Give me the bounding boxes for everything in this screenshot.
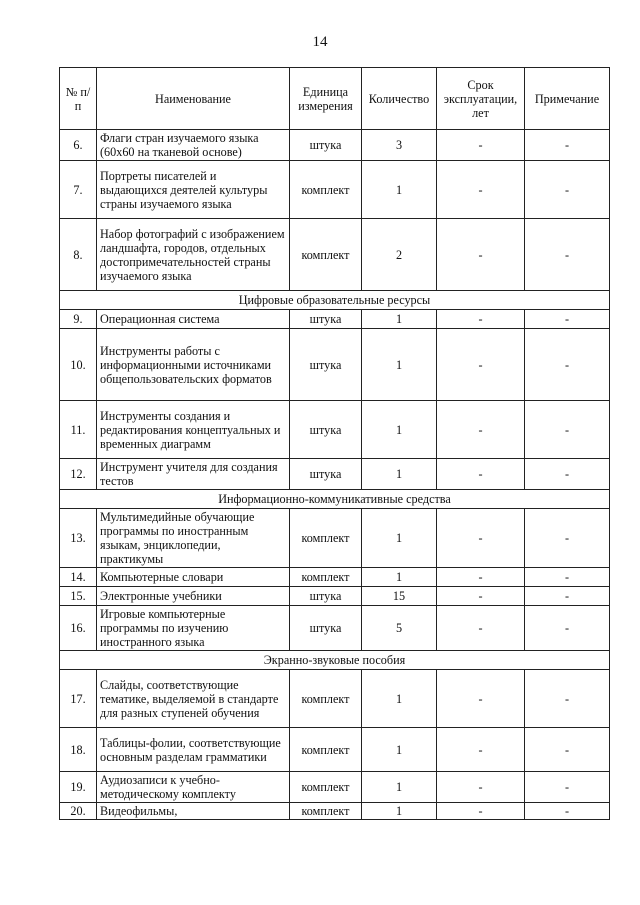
item-quantity: 3 [362,130,437,161]
item-unit: комплект [290,219,362,291]
row-number: 14. [60,568,97,587]
item-note: - [525,670,610,728]
item-name: Операционная система [97,310,290,329]
table-row [60,606,610,651]
item-unit: комплект [290,728,362,772]
header-unit: Единица измерения [290,68,362,130]
table-row [60,670,610,728]
item-name: Компьютерные словари [97,568,290,587]
row-number: 18. [60,728,97,772]
equipment-table [59,67,610,820]
header-term: Срок эксплуатации, лет [437,68,525,130]
table-row [60,130,610,161]
row-number: 7. [60,161,97,219]
item-name: Портреты писателей и выдающихся деятелей культуры страны изучаемого языка [97,161,290,219]
header-note: Примечание [525,68,610,130]
item-unit: комплект [290,772,362,803]
item-note: - [525,606,610,651]
item-term: - [437,568,525,587]
item-quantity: 1 [362,329,437,401]
table-row [60,219,610,291]
section-title: Цифровые образовательные ресурсы [60,291,610,310]
table-row [60,161,610,219]
row-number: 11. [60,401,97,459]
item-note: - [525,587,610,606]
table-row [60,568,610,587]
item-note: - [525,161,610,219]
item-term: - [437,161,525,219]
item-unit: комплект [290,670,362,728]
item-term: - [437,509,525,568]
table-row [60,509,610,568]
item-unit: штука [290,606,362,651]
item-name: Таблицы-фолии, соответствующие основным разделам грамматики [97,728,290,772]
table-row [60,329,610,401]
item-term: - [437,219,525,291]
item-term: - [437,401,525,459]
item-quantity: 1 [362,728,437,772]
row-number: 17. [60,670,97,728]
row-number: 15. [60,587,97,606]
row-number: 10. [60,329,97,401]
item-quantity: 1 [362,772,437,803]
item-note: - [525,459,610,490]
item-quantity: 15 [362,587,437,606]
table-row [60,310,610,329]
item-unit: штука [290,459,362,490]
item-term: - [437,772,525,803]
item-note: - [525,803,610,820]
item-name: Электронные учебники [97,587,290,606]
item-note: - [525,401,610,459]
item-unit: комплект [290,509,362,568]
row-number: 8. [60,219,97,291]
item-unit: штука [290,587,362,606]
item-quantity: 1 [362,568,437,587]
item-unit: штука [290,130,362,161]
item-note: - [525,329,610,401]
section-row [60,291,610,310]
item-quantity: 2 [362,219,437,291]
item-note: - [525,568,610,587]
item-note: - [525,310,610,329]
item-unit: комплект [290,568,362,587]
item-term: - [437,606,525,651]
item-quantity: 1 [362,509,437,568]
item-name: Слайды, соответствующие тематике, выделяемой в стандарте для разных ступеней обучения [97,670,290,728]
item-name: Инструмент учителя для создания тестов [97,459,290,490]
row-number: 19. [60,772,97,803]
item-term: - [437,670,525,728]
item-term: - [437,130,525,161]
item-quantity: 1 [362,803,437,820]
item-name: Аудиозаписи к учебно-методическому комплекту [97,772,290,803]
item-note: - [525,509,610,568]
row-number: 12. [60,459,97,490]
item-unit: штука [290,310,362,329]
item-term: - [437,329,525,401]
item-term: - [437,310,525,329]
item-term: - [437,587,525,606]
item-quantity: 1 [362,401,437,459]
table-header-row [60,68,610,130]
item-quantity: 1 [362,161,437,219]
item-quantity: 1 [362,459,437,490]
header-number: № п/п [60,68,97,130]
table-row [60,587,610,606]
section-row [60,651,610,670]
item-name: Набор фотографий с изображением ландшафта, городов, отдельных достопримечательностей страны изучаемого языка [97,219,290,291]
item-quantity: 1 [362,670,437,728]
header-quantity: Количество [362,68,437,130]
table-row [60,459,610,490]
item-note: - [525,728,610,772]
row-number: 13. [60,509,97,568]
item-note: - [525,219,610,291]
item-unit: штука [290,401,362,459]
item-note: - [525,772,610,803]
item-term: - [437,728,525,772]
item-quantity: 1 [362,310,437,329]
section-row [60,490,610,509]
page-number: 14 [312,34,328,50]
row-number: 9. [60,310,97,329]
table-row [60,401,610,459]
item-term: - [437,459,525,490]
item-name: Мультимедийные обучающие программы по иностранным языкам, энциклопедии, практикумы [97,509,290,568]
item-name: Видеофильмы, [97,803,290,820]
table-row [60,803,610,820]
item-name: Флаги стран изучаемого языка (60х60 на тканевой основе) [97,130,290,161]
table-row [60,728,610,772]
row-number: 20. [60,803,97,820]
item-name: Инструменты создания и редактирования концептуальных и временных диаграмм [97,401,290,459]
row-number: 16. [60,606,97,651]
section-title: Информационно-коммуникативные средства [60,490,610,509]
item-name: Игровые компьютерные программы по изучению иностранного языка [97,606,290,651]
item-note: - [525,130,610,161]
item-unit: комплект [290,161,362,219]
section-title: Экранно-звуковые пособия [60,651,610,670]
item-quantity: 5 [362,606,437,651]
row-number: 6. [60,130,97,161]
item-name: Инструменты работы с информационными источниками общепользовательских форматов [97,329,290,401]
item-term: - [437,803,525,820]
header-name: Наименование [97,68,290,130]
item-unit: штука [290,329,362,401]
table-row [60,772,610,803]
item-unit: комплект [290,803,362,820]
